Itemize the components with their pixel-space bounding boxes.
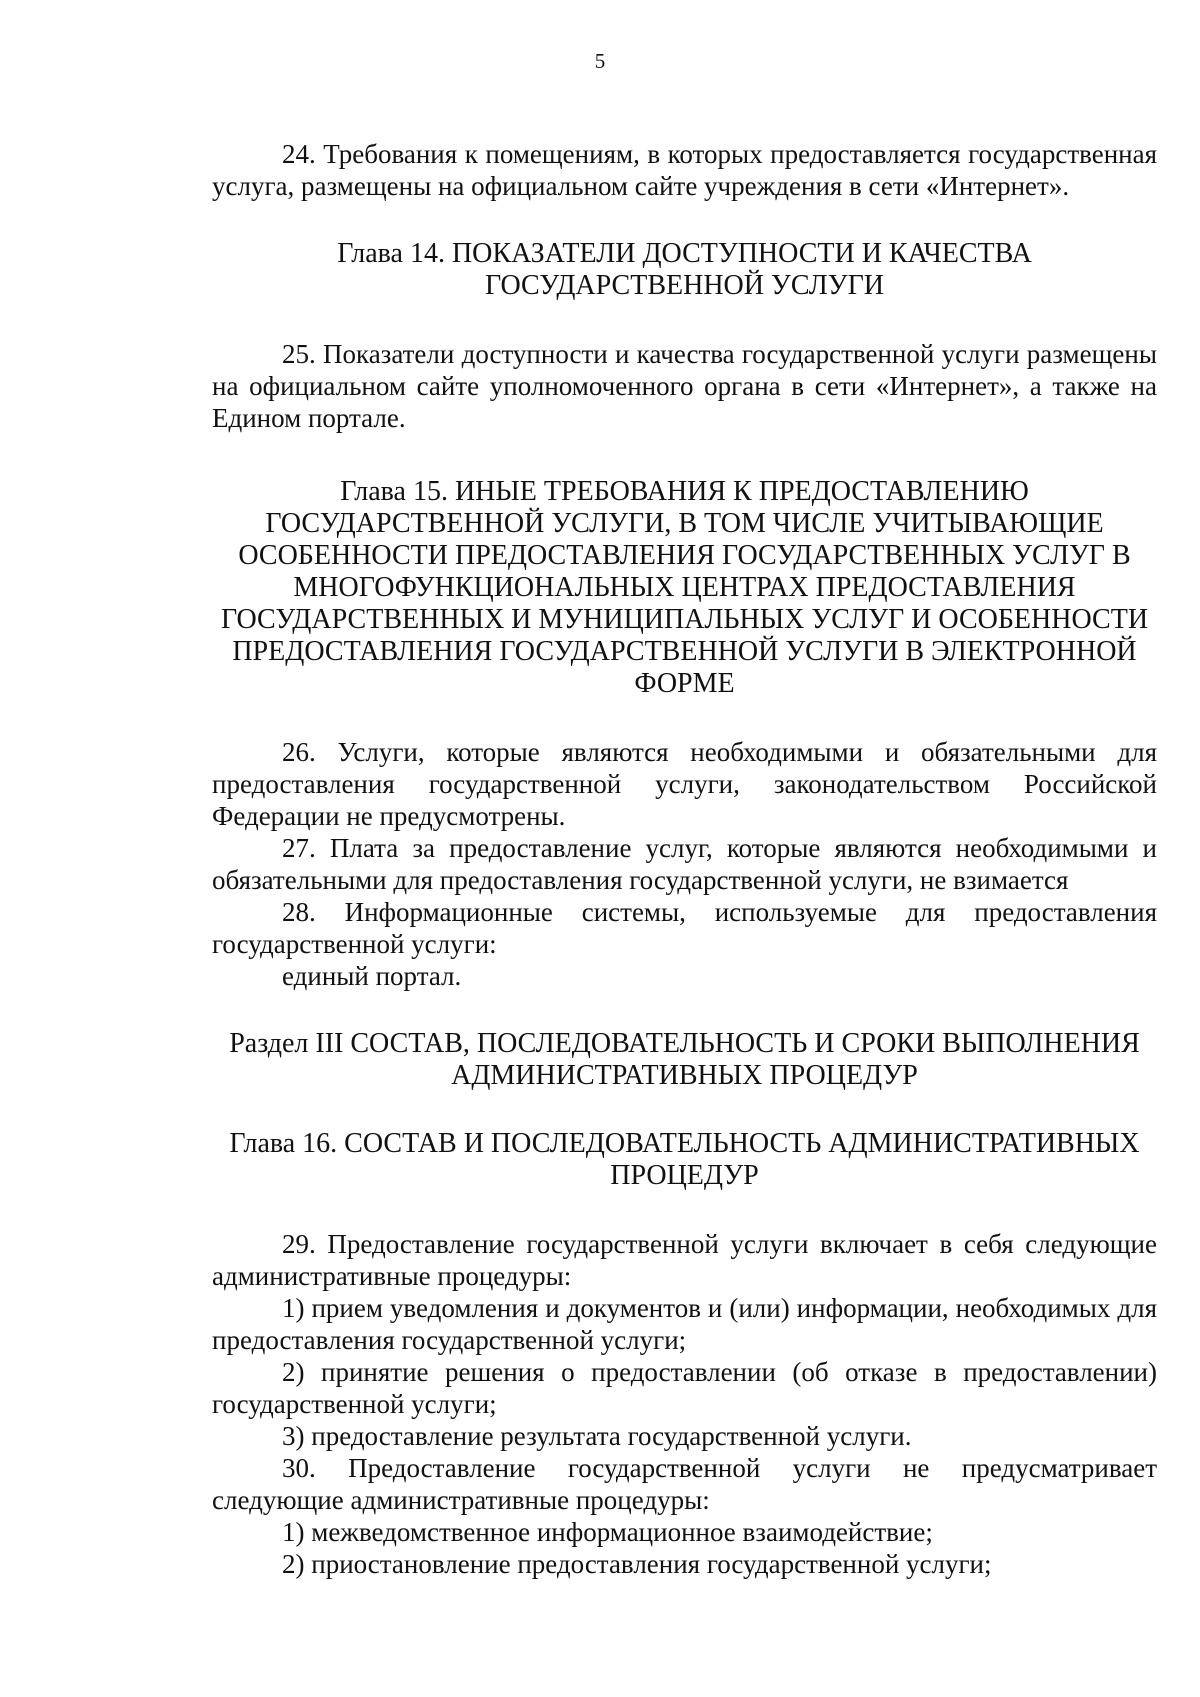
paragraph-29: 29. Предоставление государственной услуги включает в себя следующие административные процедуры: <box>212 1229 1157 1291</box>
chapter-16-heading: Глава 16. СОСТАВ И ПОСЛЕДОВАТЕЛЬНОСТЬ АДМИНИСТРАТИВНЫХ ПРОЦЕДУР <box>229 1128 1140 1191</box>
paragraph-24: 24. Требования к помещениям, в которых предоставляется государственная услуга, размещены на официальном сайте учреждения в сети «Интернет». <box>212 139 1157 201</box>
paragraph-30-item-2: 2) приостановление предоставления государственной услуги; <box>282 1549 992 1579</box>
spacer <box>212 1092 1157 1128</box>
section-3-heading: Раздел III СОСТАВ, ПОСЛЕДОВАТЕЛЬНОСТЬ И СРОКИ ВЫПОЛНЕНИЯ АДМИНИСТРАТИВНЫХ ПРОЦЕДУР <box>229 1028 1140 1091</box>
paragraph-30-item-1: 1) межведомственное информационное взаимодействие; <box>282 1517 933 1547</box>
paragraph-26: 26. Услуги, которые являются необходимыми и обязательными для предоставления государственной услуги, законодательством Российской Федерации не предусмотрены. <box>212 737 1157 831</box>
spacer <box>212 992 1157 1028</box>
spacer <box>212 700 1157 736</box>
spacer <box>212 1192 1157 1228</box>
paragraph-29-item-3: 3) предоставление результата государственной услуги. <box>282 1421 912 1451</box>
paragraph-25: 25. Показатели доступности и качества государственной услуги размещены на официальном сайте уполномоченного органа в сети «Интернет», а также на Едином портале. <box>212 339 1157 433</box>
spacer <box>212 302 1157 338</box>
paragraph-29-item-2: 2) принятие решения о предоставлении (об отказе в предоставлении) государственной услуги; <box>212 1357 1157 1419</box>
page-number: 5 <box>594 49 606 73</box>
paragraph-28-item: единый портал. <box>282 961 462 991</box>
paragraph-27: 27. Плата за предоставление услуг, которые являются необходимыми и обязательными для предоставления государственной услуги, не взимается <box>212 833 1157 895</box>
spacer <box>212 434 1157 476</box>
paragraph-30: 30. Предоставление государственной услуги не предусматривает следующие административные процедуры: <box>212 1453 1157 1515</box>
chapter-15-heading: Глава 15. ИНЫЕ ТРЕБОВАНИЯ К ПРЕДОСТАВЛЕНИЮ ГОСУДАРСТВЕННОЙ УСЛУГИ, В ТОМ ЧИСЛЕ УЧИТЫВАЮЩИЕ ОСОБЕННОСТИ ПРЕДОСТАВЛЕНИЯ ГОСУДАРСТВЕННЫХ УСЛУГ В МНОГОФУНКЦИОНАЛЬНЫХ ЦЕНТРАХ ПРЕДОСТАВЛЕНИЯ ГОСУДАРСТВЕННЫХ И МУНИЦИПАЛЬНЫХ УСЛУГ И ОСОБЕННОСТИ ПРЕДОСТАВЛЕНИЯ ГОСУДАРСТВЕННОЙ УСЛУГИ В ЭЛЕКТРОННОЙ ФОРМЕ <box>220 476 1149 699</box>
chapter-14-heading: Глава 14. ПОКАЗАТЕЛИ ДОСТУПНОСТИ И КАЧЕСТВА ГОСУДАРСТВЕННОЙ УСЛУГИ <box>337 238 1032 301</box>
paragraph-28: 28. Информационные системы, используемые для предоставления государственной услуги: <box>212 897 1157 959</box>
document-content <box>212 138 1157 1580</box>
paragraph-29-item-1: 1) прием уведомления и документов и (или) информации, необходимых для предоставления государственной услуги; <box>212 1293 1157 1355</box>
spacer <box>212 202 1157 238</box>
